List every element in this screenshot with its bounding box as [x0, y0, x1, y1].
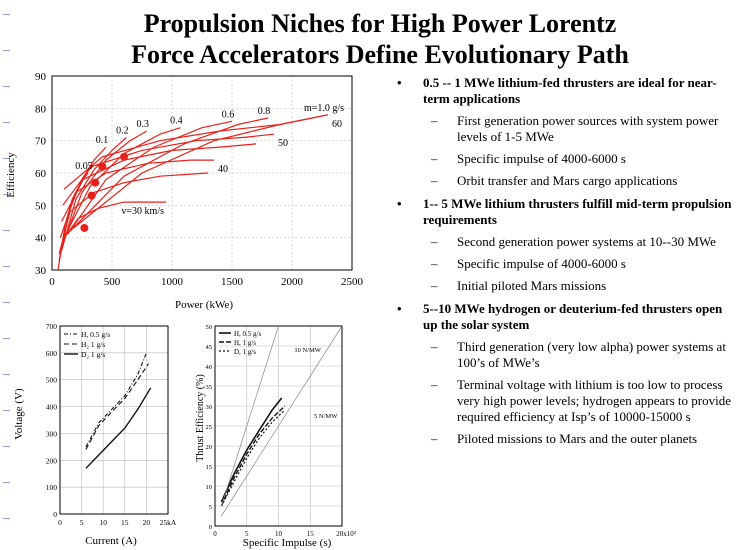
bullet-3: • 5--10 MWe hydrogen or deuterium-fed thrusters open up the solar system: [397, 301, 723, 332]
thrust-y-tick-label: 25: [205, 424, 212, 431]
thrust-y-axis-label: Thrust Efficiency (%): [195, 374, 206, 462]
efficiency-x-axis-label: Power (kWe): [174, 299, 234, 310]
slide-title: [60, 8, 700, 70]
efficiency-x-tick-label: 500: [103, 276, 121, 288]
thrust-x-tick-label: 0: [213, 530, 217, 538]
efficiency-y-tick-label: 80: [35, 103, 46, 116]
bullet-1-sub-1: – First generation power sources with system power levels of 1-5 MWe: [431, 113, 719, 144]
voltage-y-tick-label: 200: [45, 456, 57, 466]
voltage-chart: [0, 318, 190, 548]
efficiency-velocity-label: 40: [218, 164, 228, 176]
voltage-y-tick-label: 700: [45, 322, 57, 331]
efficiency-mdot-label: 0.1: [95, 135, 109, 147]
bullet-1-sub-2: – Specific impulse of 4000-6000 s: [431, 151, 626, 166]
voltage-legend-label: D₂ 1 g/s: [81, 350, 106, 359]
voltage-y-tick-label: 300: [45, 429, 57, 439]
bullet-1: • 0.5 -- 1 MWe lithium-fed thrusters are ideal for near-term applications: [397, 75, 717, 106]
thrust-y-tick-label: 40: [205, 364, 212, 371]
bullet-1-sub-3: – Orbit transfer and Mars cargo applications: [431, 173, 678, 188]
thrust-y-tick-label: 15: [205, 464, 212, 471]
title-line-1: Propulsion Niches for High Power Lorentz: [143, 9, 617, 38]
efficiency-x-tick-label: 2000: [281, 276, 303, 288]
efficiency-mdot-label: 0.2: [116, 125, 129, 137]
efficiency-chart: [0, 70, 390, 310]
thrust-annotation: 5 N/MW: [314, 413, 338, 420]
efficiency-y-tick-label: 30: [35, 265, 46, 277]
efficiency-mdot-label: 0.6: [221, 109, 235, 121]
efficiency-y-tick-label: 60: [35, 168, 46, 180]
efficiency-x-tick-label: 2500: [341, 276, 363, 288]
thrust-y-tick-label: 0: [208, 524, 212, 531]
efficiency-mdot-label: 0.3: [136, 118, 150, 130]
thrust-x-tick-label: 15: [306, 530, 314, 538]
thrust-legend-label: H, 0.5 g/s: [234, 330, 262, 338]
thrust-y-tick-label: 30: [205, 404, 212, 411]
efficiency-velocity-label: 50: [278, 138, 288, 150]
efficiency-y-tick-label: 50: [35, 200, 46, 213]
efficiency-data-point: [88, 192, 96, 200]
thrust-x-axis-label: Specific Impulse (s): [242, 537, 332, 549]
voltage-x-tick-label: 10: [99, 518, 107, 527]
efficiency-y-tick-label: 90: [35, 71, 46, 83]
thrust-series-line: [221, 410, 285, 506]
voltage-grid: [46, 322, 177, 527]
voltage-y-tick-label: 100: [45, 483, 57, 493]
bullet-list: [393, 72, 735, 447]
thrust-efficiency-chart: [195, 318, 360, 550]
thrust-y-tick-label: 20: [205, 444, 212, 451]
thrust-x-tick-label: 10: [275, 530, 282, 538]
thrust-series-line: [221, 406, 285, 506]
bullet-2-sub-1: – Second generation power systems at 10--30 MWe: [431, 234, 716, 249]
voltage-x-tick-label: 0: [58, 518, 62, 527]
voltage-y-axis-label: Voltage (V): [13, 388, 25, 440]
efficiency-y-axis-label: Efficiency: [5, 152, 17, 198]
voltage-legend-label: H, 0.5 g/s: [81, 330, 111, 339]
efficiency-y-tick-label: 40: [35, 232, 46, 245]
efficiency-mdot-label: m=1.0 g/s: [303, 102, 345, 114]
thrust-legend-label: D, 1 g/s: [234, 348, 256, 356]
thrust-annotation: 10 N/MW: [294, 347, 321, 354]
voltage-y-tick-label: 600: [45, 348, 57, 358]
efficiency-x-tick-label: 1500: [221, 276, 243, 288]
thrust-y-tick-label: 45: [205, 344, 212, 351]
efficiency-velocity-label: 60: [332, 118, 342, 130]
voltage-legend-label: H₂ 1 g/s: [81, 340, 106, 349]
thrust-x-tick-label: 20x10³: [336, 530, 356, 538]
efficiency-x-tick-label: 0: [49, 276, 55, 288]
voltage-x-tick-label: 20: [142, 518, 151, 527]
voltage-x-axis-label: Current (A): [85, 535, 137, 547]
bullet-3-sub-3: – Piloted missions to Mars and the outer planets: [431, 431, 698, 446]
voltage-curves: [86, 353, 151, 468]
bullet-2-sub-3: – Initial piloted Mars missions: [431, 278, 607, 293]
voltage-x-tick-label: 5: [79, 518, 84, 527]
efficiency-data-point: [120, 153, 128, 161]
thrust-y-tick-label: 10: [205, 484, 212, 491]
efficiency-x-tick-label: 1000: [161, 276, 183, 288]
thrust-x-tick-label: 5: [245, 530, 249, 538]
voltage-legend: [64, 330, 110, 359]
efficiency-data-point: [91, 179, 99, 187]
thrust-y-tick-label: 35: [205, 384, 212, 391]
efficiency-velocity-curve: [64, 115, 328, 189]
bullet-2: • 1-- 5 MWe lithium thrusters fulfill mid-term propulsion requirements: [397, 196, 732, 227]
bullet-3-sub-1: – Third generation (very low alpha) power systems at 100’s of MWe’s: [431, 339, 726, 370]
thrust-y-tick-label: 5: [208, 504, 212, 511]
thrust-y-tick-label: 50: [205, 324, 212, 331]
voltage-y-tick-label: 400: [45, 402, 57, 412]
efficiency-mdot-label: 0.05: [75, 161, 93, 172]
voltage-x-tick-label: 25kA: [159, 518, 177, 527]
voltage-x-tick-label: 15: [121, 518, 129, 527]
efficiency-data-point: [80, 224, 88, 232]
efficiency-velocity-label: v=30 km/s: [121, 206, 164, 218]
title-line-2: Force Accelerators Define Evolutionary Path: [131, 40, 629, 69]
efficiency-mdot-label: 0.4: [170, 115, 183, 127]
efficiency-y-tick-label: 70: [35, 135, 46, 148]
thrust-legend-label: H, 1 g/s: [234, 339, 256, 347]
efficiency-data-point: [98, 163, 106, 171]
efficiency-mdot-label: 0.8: [257, 106, 271, 118]
voltage-y-tick-label: 500: [45, 375, 57, 385]
bullet-3-sub-2: – Terminal voltage with lithium is too low to process very high power levels; hydrogen appears to provide required efficiency at Isp’s of 10000-15000 s: [431, 377, 732, 424]
bullet-2-sub-2: – Specific impulse of 4000-6000 s: [431, 256, 626, 271]
voltage-y-tick-label: 0: [53, 510, 57, 519]
